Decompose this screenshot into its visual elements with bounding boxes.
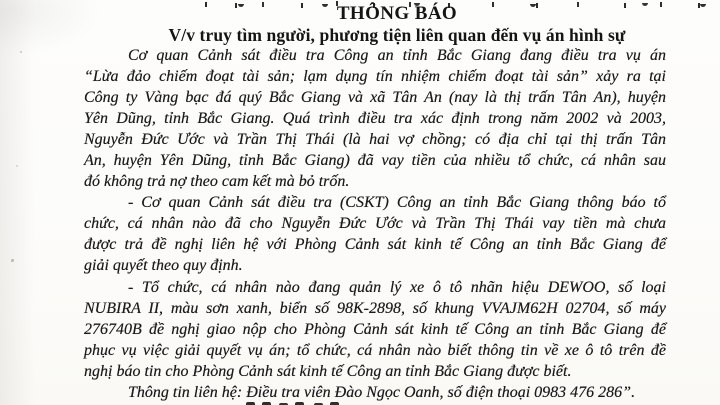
scan-speck xyxy=(16,165,18,167)
body-line: đó không trả nợ theo cam kết mà bỏ trốn. xyxy=(84,173,350,191)
body-line: phục vụ việc giải quyết vụ án; tổ chức, cá nhân nào biết thông tin về xe ô tô trên đề xyxy=(84,341,666,359)
scan-edge-shading xyxy=(0,0,34,405)
body-line: - Tổ chức, cá nhân nào đang quản lý xe ô tô nhãn hiệu DEWOO, số loại xyxy=(128,278,666,296)
body-line: Yên Dũng, tỉnh Bắc Giang. Quá trình điều tra xác định trong năm 2002 và 2003, xyxy=(84,110,666,128)
body-line: nghị báo tin cho Phòng Cảnh sát kinh tế Công an tỉnh Bắc Giang được biết. xyxy=(84,362,572,380)
notice-body xyxy=(84,45,666,403)
notice-header xyxy=(84,3,710,46)
notice-subject: V/v truy tìm người, phương tiện liên quan đến vụ án hình sự xyxy=(168,25,626,45)
body-line: giải quyết theo quy định. xyxy=(84,257,243,275)
notice-title: THÔNG BÁO xyxy=(336,3,458,24)
body-line: được trả đề nghị liên hệ với Phòng Cảnh sát kinh tế Công an tỉnh Bắc Giang để xyxy=(84,236,666,254)
body-line: Nguyễn Đức Ước và Trần Thị Thái (là hai vợ chồng; có địa chỉ tại thị trấn Tân xyxy=(84,131,666,149)
body-line: Công ty Vàng bạc đá quý Bắc Giang và xã Tân An (nay là thị trấn Tân An), huyện xyxy=(84,89,666,107)
body-line: Cơ quan Cảnh sát điều tra Công an tỉnh Bắc Giang đang điều tra vụ án xyxy=(128,47,666,64)
scan-speck xyxy=(20,51,22,53)
scan-speck xyxy=(11,259,14,262)
body-line: 276740B đề nghị giao nộp cho Phòng Cảnh sát kinh tế Công an tỉnh Bắc Giang để xyxy=(84,320,666,338)
body-line: “Lừa đảo chiếm đoạt tài sản; lạm dụng tín nhiệm chiếm đoạt tài sản” xảy ra tại xyxy=(84,68,666,86)
body-line: Thông tin liên hệ: Điều tra viên Đào Ngọc Oanh, số điện thoại 0983 476 286”. xyxy=(128,383,636,401)
body-line: NUBIRA II, màu sơn xanh, biển số 98K-2898, số khung VVAJM62H 02704, số máy xyxy=(84,299,666,317)
body-line: An, huyện Yên Dũng, tỉnh Bắc Giang) đã vay tiền của nhiều tổ chức, cá nhân sau xyxy=(84,152,666,170)
body-line: chức, cá nhân nào đã cho Nguyễn Đức Ước và Trần Thị Thái vay tiền mà chưa xyxy=(84,215,666,233)
body-line: - Cơ quan Cảnh sát điều tra (CSKT) Công an tỉnh Bắc Giang thông báo tổ xyxy=(128,194,666,212)
